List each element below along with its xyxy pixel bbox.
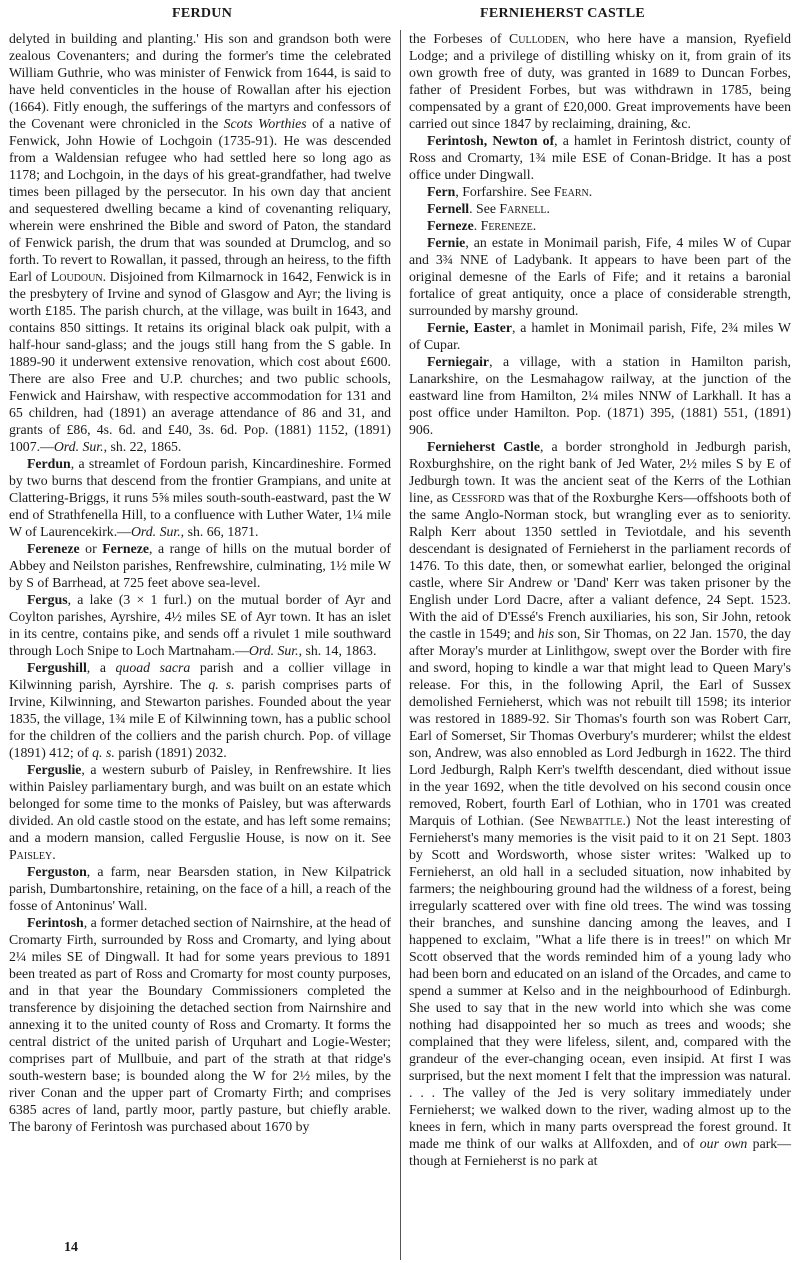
cross-reference: Culloden xyxy=(509,31,566,46)
entry-text: , a streamlet of Fordoun parish, Kincardineshire. Formed by two burns that descend from the frontier Grampians, and unite at Clattering-Briggs, it runs 5⅝ miles south-south-eastward, past the W end of Strathfenella Hill, to a confluence with Luther Water, 1¼ mile W of Laurencekirk.— xyxy=(9,456,391,539)
entry-heading: Fernell xyxy=(427,201,470,216)
entry-text: park—though at Fernieherst is no park at xyxy=(409,1136,791,1168)
entry-text: . See xyxy=(469,201,500,216)
entry-text: , a lake (3 × 1 furl.) on the mutual border of Ayr and Coylton parishes, Ayrshire, 4½ miles SE of Ayr town. It has an islet in its centre, contains pike, and sends off a rivulet 1 mile southward through Loch Snipe to Loch Martnaham.— xyxy=(9,592,391,658)
entry-text: , sh. 14, 1863. xyxy=(298,643,377,658)
entry-text: was that of the Roxburghe Kers—offshoots both of the same Anglo-Norman stock, but wrangling ever as to seniority. Ralph Kerr about 1350 settled in Teviotdale, and his seventh descendant is designated of Fernieherst in the parliament records of 1476. To this date, then, or somewhat earlier, belonged the original castle, where Sir Andrew or 'Dand' Kerr was taken prisoner by the English under Lord Dacre, after a valiant defence, 24 Sept. 1523. With the aid of D'Essé's French auxiliaries, his son, Sir John, retook the castle in 1549; and xyxy=(409,490,791,641)
italic-text: Scots Worthies xyxy=(223,116,307,131)
left-column xyxy=(9,30,391,1135)
entry-text: delyted in building and planting.' His son and grandson both were zealous Covenanters; and during the former's time the celebrated William Guthrie, who was minister of Fenwick from 1644, is said to have held conventicles in the house of Rowallan after his ejection (1664). Fitly enough, the sufferings of the martyrs and confessors of the Covenant were chronicled in the xyxy=(9,31,391,131)
entry-text: , a former detached section of Nairnshire, at the head of Cromarty Firth, surrounded by Ross and Cromarty, and lying about 2¼ miles SE of Dingwall. It had for some years previous to 1891 been treated as part of Ross and Cromarty for most county purposes, and in that year the Boundary Commissioners completed the transference by disjoining the detached section from Nairnshire and annexing it to the united county of Ross and Cromarty. It forms the central district of the united parish of Urquhart and Logie-Wester; comprises part of Mullbuie, and part of the strath at that ridge's south-western base; is bounded along the W for 2½ miles, by the river Conan and the upper part of Cromarty Firth; and comprises 6385 acres of land, partly moor, partly pasture, but chiefly arable. The barony of Ferintosh was purchased about 1670 by xyxy=(9,915,391,1134)
gazetteer-entry xyxy=(409,234,791,319)
entry-text: , sh. 66, 1871. xyxy=(180,524,259,539)
right-column xyxy=(409,30,791,1169)
continued-entry xyxy=(409,30,791,132)
entry-text: parish comprises parts of Irvine, Kilwinning, and Stewarton parishes. Founded about the year 1835, the village, 1¾ mile E of Kilwinning town, has a public school for the children of the colliers and the parish church. Pop. of village (1891) 412; of xyxy=(9,677,391,760)
entry-heading: Fernie, Easter xyxy=(427,320,512,335)
continued-entry xyxy=(9,30,391,455)
entry-heading: Fergushill xyxy=(27,660,87,675)
entry-text: , a western suburb of Paisley, in Renfrewshire. It lies within Paisley parliamentary burgh, and was built on an estate which belonged for some time to the monks of Paisley, but was afterwards divided. An old castle stood on the estate, and has left some remains; and a modern mansion, called Ferguslie House, is now on it. See xyxy=(9,762,391,845)
entry-heading: Ferniegair xyxy=(427,354,490,369)
italic-text: q. s. xyxy=(92,745,115,760)
italic-text: q. s. xyxy=(208,677,235,692)
cross-reference: Loudoun xyxy=(50,269,103,284)
entry-text: , a hamlet in Ferintosh district, county of Ross and Cromarty, 1¾ mile ESE of Conan-Bridge. It has a post office under Dingwall. xyxy=(409,133,791,182)
gazetteer-entry xyxy=(9,914,391,1135)
entry-text: . Disjoined from Kilmarnock in 1642, Fenwick is in the presbytery of Irvine and synod of Glasgow and Ayr; the living is worth £185. The parish church, at the village, was built in 1643, and contains 850 sittings. It retains its original black oak pulpit, with a half-hour sand-glass; and the jougs still hang from the S gable. In 1889-90 it underwent extensive renovation, which cost about £600. There are also Free and U.P. churches; and two public schools, Fenwick and Hairshaw, with respective accommodation for 131 and 65 children, had (1891) an average attendance of 86 and 31, and grants of £86, 4s. 6d. and £40, 3s. 6d. Pop. (1881) 1152, (1891) 1007.— xyxy=(9,269,392,454)
gazetteer-entry xyxy=(9,761,391,863)
entry-text: . xyxy=(532,218,537,233)
entry-text: parish and a collier village in Kilwinning parish, Ayrshire. The xyxy=(9,660,391,692)
entry-heading: Ferguslie xyxy=(27,762,82,777)
italic-text: Ord. Sur. xyxy=(53,439,104,454)
entry-text: , Forfarshire. See xyxy=(455,184,554,199)
running-header-left: FERDUN xyxy=(172,6,233,21)
entry-text: the Forbeses of xyxy=(409,31,510,46)
entry-text: , a hamlet in Monimail parish, Fife, 2¾ miles W of Cupar. xyxy=(409,320,792,352)
italic-text: his xyxy=(537,626,554,641)
cross-reference: Newbattle xyxy=(559,813,623,828)
entry-heading: Ferintosh xyxy=(27,915,84,930)
entry-text: of a native of Fenwick, John Howie of Lochgoin (1735-91). He was descended from a Waldensian refugee who had settled here so long ago as 1178; and Lochgoin, in the days of his great-grandfather, had twelve times been pillaged by the persecutor. In his own day that ancient and sequestered dwelling became a kind of covenanting reliquary, wherein were enshrined the Bible and sword of Paton, the standard of Fenwick parish, the drum that was sounded at Drumclog, and so forth. To revert to Rowallan, it passed, through an heiress, to the fifth Earl of xyxy=(9,116,392,284)
cross-reference: Farnell xyxy=(499,201,547,216)
entry-text: , an estate in Monimail parish, Fife, 4 miles W of Cupar and 3¾ NNE of Ladybank. It appears to have been part of the original demesne of the Earls of Fife; and it retains a baronial fortalice of great antiquity, once a place of considerable strength, surrounded by marshy ground. xyxy=(409,235,791,318)
entry-text: , a farm, near Bearsden station, in New Kilpatrick parish, Dumbartonshire, retaining, on the face of a hill, a reach of the fosse of Antoninus' Wall. xyxy=(9,864,391,913)
entry-heading: Fergus xyxy=(27,592,68,607)
italic-text: Ord. Sur. xyxy=(248,643,299,658)
italic-text: our own xyxy=(699,1136,748,1151)
entry-heading: Fernie xyxy=(427,235,466,250)
gazetteer-entry xyxy=(9,455,391,540)
running-header-right: FERNIEHERST CASTLE xyxy=(480,6,646,21)
entry-heading: Ferneze xyxy=(102,541,149,556)
entry-heading: Fern xyxy=(427,184,456,199)
cross-reference: Cessford xyxy=(451,490,505,505)
cross-reference: Fereneze xyxy=(480,218,533,233)
italic-text: quoad sacra xyxy=(115,660,191,675)
entry-text: son, Sir Thomas, on 22 Jan. 1570, the day after Moray's murder at Linlithgow, swept over the Border with fire and sword, hoping to kindle a war that might lead to Queen Mary's release. For this, in the following April, the Earl of Sussex demolished Fernieherst, which was not rebuilt till 1598; its interior was restored in 1889-92. Sir Thomas's fourth son was Robert Carr, Earl of Somerset, Sir Thomas Overbury's murderer; whilst the eldest son, Andrew, was also ennobled as Lord Jedburgh in 1622. The third Lord Jedburgh, Ralph Kerr's twelfth descendant, died without issue in the year 1692, when the title devolved on his second cousin once removed, Robert, fourth Earl of Lothian, who in 1701 was created Marquis of Lothian. (See xyxy=(409,626,791,828)
italic-text: Ord. Sur. xyxy=(130,524,181,539)
entry-text: , sh. 22, 1865. xyxy=(103,439,182,454)
gazetteer-entry xyxy=(409,353,791,438)
entry-text: . xyxy=(52,847,56,862)
entry-text: . xyxy=(473,218,481,233)
entry-heading: Ferneze xyxy=(427,218,474,233)
entry-text: or xyxy=(79,541,103,556)
column-divider xyxy=(400,30,401,1260)
entry-text: parish (1891) 2032. xyxy=(114,745,227,760)
cross-reference: Paisley xyxy=(9,847,53,862)
gazetteer-entry xyxy=(409,217,791,234)
cross-reference: Fearn xyxy=(553,184,589,199)
entry-text: , a village, with a station in Hamilton parish, Lanarkshire, on the Lesmahagow railway, at the junction of the eastward line from Hamilton, 2¼ miles NNW of Larkhall. It has a post office under Hamilton. Pop. (1871) 395, (1881) 551, (1891) 906. xyxy=(409,354,791,437)
entry-text: . xyxy=(588,184,593,199)
gazetteer-entry xyxy=(409,183,791,200)
entry-heading: Ferintosh, Newton of xyxy=(427,133,555,148)
entry-text: , who here have a mansion, Ryefield Lodge; and a privilege of distilling whisky on it, from grain of its own growth free of duty, was granted in 1689 to Duncan Forbes, father of President Forbes, but was withdrawn in 1785, being compensated by a grant of £20,000. Great improvements have been carried out since 1847 by reclaiming, draining, &c. xyxy=(409,31,791,131)
entry-text: .) Not the least interesting of Fernieherst's many memories is the visit paid to it on 21 Sept. 1803 by Scott and Wordsworth, whose sister writes: 'Walked up to Fernieherst, an old hall in a secluded situation, now inhabited by farmers; the neighbouring ground had the wildness of a forest, being irregularly scattered over with fine old trees. The wind was tossing their branches, and sunshine dancing among the leaves, and I happened to exclaim, "What a life there is in trees!" on which Mr Scott observed that the words reminded him of a young lady who had been born and educated on an island of the Orcades, and came to spend a summer at Kelso and in the neighbourhood of Edinburgh. She used to say that in the new world into which she was come nothing had disappointed her so much as trees and woods; she complained that they were lifeless, silent, and, compared with the grandeur of the ever-changing ocean, even insipid. At first I was surprised, but the next moment I felt that the impression was natural. . . . The valley of the Jed is very solitary immediately under Fernieherst; we walked down to the river, wading almost up to the knees in fern, which in many parts overspread the forest ground. It made me think of our walks at Allfoxden, and of xyxy=(409,813,792,1151)
gazetteer-entry xyxy=(9,591,391,659)
entry-heading: Fernieherst Castle xyxy=(427,439,540,454)
entry-heading: Ferguston xyxy=(27,864,87,879)
gazetteer-entry xyxy=(9,863,391,914)
entry-text: , a border stronghold in Jedburgh parish, Roxburghshire, on the right bank of Jed Water, 2½ miles S by E of Jedburgh town. It was the ancient seat of the Kerrs of the Lothian line, as xyxy=(409,439,791,505)
gazetteer-entry xyxy=(409,319,791,353)
entry-text: , a xyxy=(86,660,116,675)
entry-heading: Fereneze xyxy=(27,541,80,556)
gazetteer-entry xyxy=(409,200,791,217)
gazetteer-entry xyxy=(409,132,791,183)
gazetteer-entry xyxy=(9,540,391,591)
entry-text: . xyxy=(546,201,550,216)
gazetteer-entry xyxy=(9,659,391,761)
page-number: 14 xyxy=(64,1240,78,1255)
gazetteer-entry xyxy=(409,438,791,1169)
entry-heading: Ferdun xyxy=(27,456,71,471)
entry-text: , a range of hills on the mutual border of Abbey and Neilston parishes, Renfrewshire, culminating, 1½ mile W by S of Barrhead, at 725 feet above sea-level. xyxy=(9,541,391,590)
